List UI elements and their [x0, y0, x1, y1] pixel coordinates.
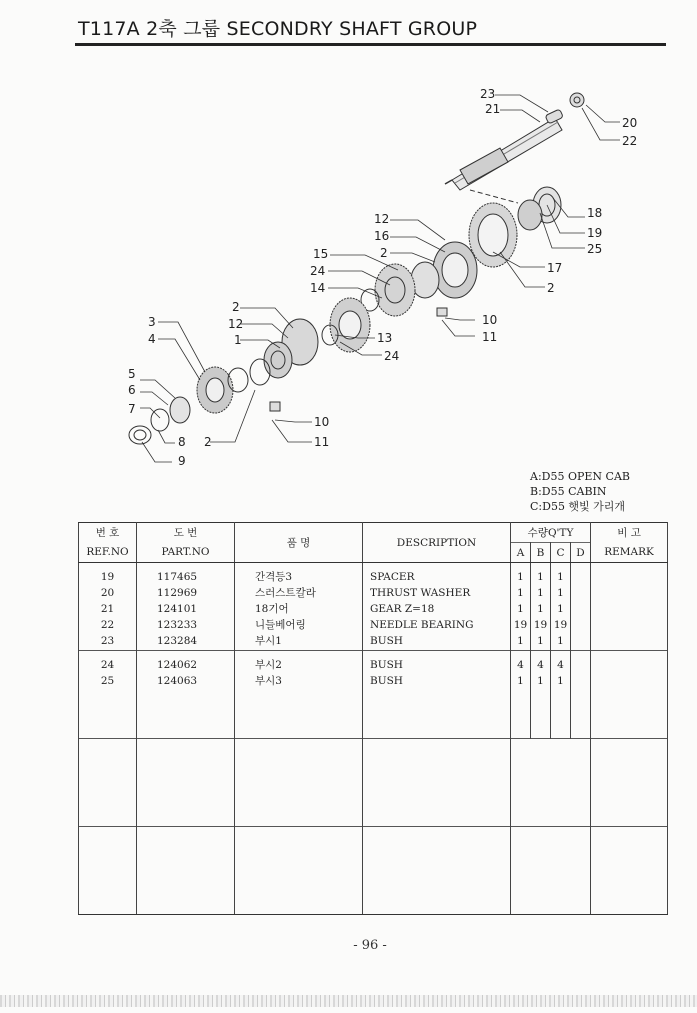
- cell-a: 19: [513, 619, 528, 631]
- title-underline: [75, 43, 666, 46]
- header-col-c: C: [551, 543, 571, 563]
- cell-name: 니들베어링: [255, 619, 306, 631]
- cell-desc: THRUST WASHER: [370, 587, 471, 599]
- callout: 11: [314, 435, 330, 449]
- cell-c: 1: [557, 675, 564, 687]
- cell-name: 부시2: [255, 659, 282, 671]
- cell-a: 1: [517, 603, 524, 615]
- cell-ref: 21: [100, 603, 115, 615]
- cell-name: 18기어: [255, 603, 289, 615]
- cell-part: 117465: [157, 571, 198, 583]
- cell-part: 124101: [157, 603, 198, 615]
- callout: 5: [128, 367, 136, 381]
- callout: 9: [178, 454, 186, 468]
- cell-c: 1: [557, 571, 564, 583]
- callout: 2: [380, 246, 388, 260]
- cell-d: [571, 673, 590, 689]
- callout: 11: [482, 330, 498, 344]
- cell-desc: GEAR Z=18: [370, 603, 435, 615]
- callout: 24: [310, 264, 326, 278]
- cell-b: 1: [537, 587, 544, 599]
- header-col-d: D: [571, 543, 591, 563]
- cell-part: 112969: [157, 587, 198, 599]
- note-c: C:D55 햇빛 가리개: [530, 500, 626, 513]
- cell-a: 1: [517, 571, 524, 583]
- cell-c: 1: [557, 587, 564, 599]
- cell-a: 1: [517, 587, 524, 599]
- header-description: DESCRIPTION: [363, 523, 511, 563]
- cell-part: 124063: [157, 675, 198, 687]
- parts-table: [78, 522, 668, 915]
- cell-d: [571, 633, 590, 649]
- callout: 25: [587, 242, 603, 256]
- header-remark-ko: 비 고: [591, 523, 668, 543]
- cell-b: 1: [537, 635, 544, 647]
- table-group-empty-1: [79, 739, 668, 827]
- diagram-svg: [100, 80, 660, 480]
- note-b: B:D55 CABIN: [530, 485, 607, 498]
- page-title: T117A 2축 그룹 SECONDRY SHAFT GROUP: [78, 18, 478, 40]
- callout: 3: [148, 315, 156, 329]
- cell-d: [571, 585, 590, 601]
- cell-desc: SPACER: [370, 571, 415, 583]
- cell-c: 19: [553, 619, 568, 631]
- callout: 17: [547, 261, 563, 275]
- cell-b: 4: [537, 659, 544, 671]
- cell-ref: 22: [100, 619, 115, 631]
- cell-ref: 19: [100, 571, 115, 583]
- cell-desc: BUSH: [370, 635, 403, 647]
- callout: 12: [228, 317, 244, 331]
- cell-c: 1: [557, 635, 564, 647]
- table-group-2: [79, 651, 668, 739]
- header-ref-en: REF.NO: [79, 543, 137, 563]
- cell-part: 124062: [157, 659, 198, 671]
- cell-b: 19: [533, 619, 548, 631]
- page-number: - 96 -: [353, 938, 387, 953]
- cell-name: 간격등3: [255, 571, 293, 583]
- cell-d: [571, 617, 590, 633]
- cell-desc: BUSH: [370, 659, 403, 671]
- header-qty: 수량Q'TY: [511, 523, 591, 543]
- callout: 10: [482, 313, 498, 327]
- cell-desc: NEEDLE BEARING: [370, 619, 474, 631]
- cell-b: 1: [537, 603, 544, 615]
- cell-name: 부시3: [255, 675, 282, 687]
- callout: 8: [178, 435, 186, 449]
- header-part-en: PART.NO: [137, 543, 235, 563]
- cell-d: [571, 601, 590, 617]
- callout: 22: [622, 134, 638, 148]
- callout: 7: [128, 402, 136, 416]
- cell-c: 4: [557, 659, 564, 671]
- callout: 4: [148, 332, 156, 346]
- header-part-ko: 도 번: [137, 523, 235, 543]
- callout: 20: [622, 116, 638, 130]
- callout: 14: [310, 281, 326, 295]
- exploded-parts-diagram: [100, 80, 660, 480]
- header-ref-ko: 번 호: [79, 523, 137, 543]
- callout: 12: [374, 212, 390, 226]
- cell-part: 123284: [157, 635, 198, 647]
- cell-a: 1: [517, 675, 524, 687]
- callout: 2: [547, 281, 555, 295]
- cell-ref: 20: [100, 587, 115, 599]
- callout: 13: [377, 331, 393, 345]
- cell-a: 1: [517, 635, 524, 647]
- cell-part: 123233: [157, 619, 198, 631]
- callout: 10: [314, 415, 330, 429]
- table-group-1: [79, 563, 668, 651]
- callout: 23: [480, 87, 496, 101]
- cell-c: 1: [557, 603, 564, 615]
- callout: 19: [587, 226, 603, 240]
- cell-ref: 24: [100, 659, 115, 671]
- cell-d: [571, 657, 590, 673]
- callout: 2: [204, 435, 212, 449]
- cell-a: 4: [517, 659, 524, 671]
- header-col-b: B: [531, 543, 551, 563]
- callout: 21: [485, 102, 501, 116]
- model-notes: [530, 469, 630, 514]
- callout: 18: [587, 206, 603, 220]
- cell-ref: 25: [100, 675, 115, 687]
- cell-name: 부시1: [255, 635, 282, 647]
- cell-d: [571, 569, 590, 585]
- table-group-empty-2: [79, 827, 668, 915]
- callout: 1: [234, 333, 242, 347]
- callout: 2: [232, 300, 240, 314]
- note-a: A:D55 OPEN CAB: [530, 470, 630, 483]
- callout: 24: [384, 349, 400, 363]
- callout: 15: [313, 247, 329, 261]
- cell-name: 스러스트칼라: [255, 587, 316, 599]
- scan-artifact-strip: [0, 995, 697, 1007]
- cell-b: 1: [537, 571, 544, 583]
- callout: 6: [128, 383, 136, 397]
- header-col-a: A: [511, 543, 531, 563]
- cell-desc: BUSH: [370, 675, 403, 687]
- header-name-ko: 품 명: [235, 523, 363, 563]
- callout: 16: [374, 229, 390, 243]
- cell-ref: 23: [100, 635, 115, 647]
- header-remark-en: REMARK: [591, 543, 668, 563]
- cell-b: 1: [537, 675, 544, 687]
